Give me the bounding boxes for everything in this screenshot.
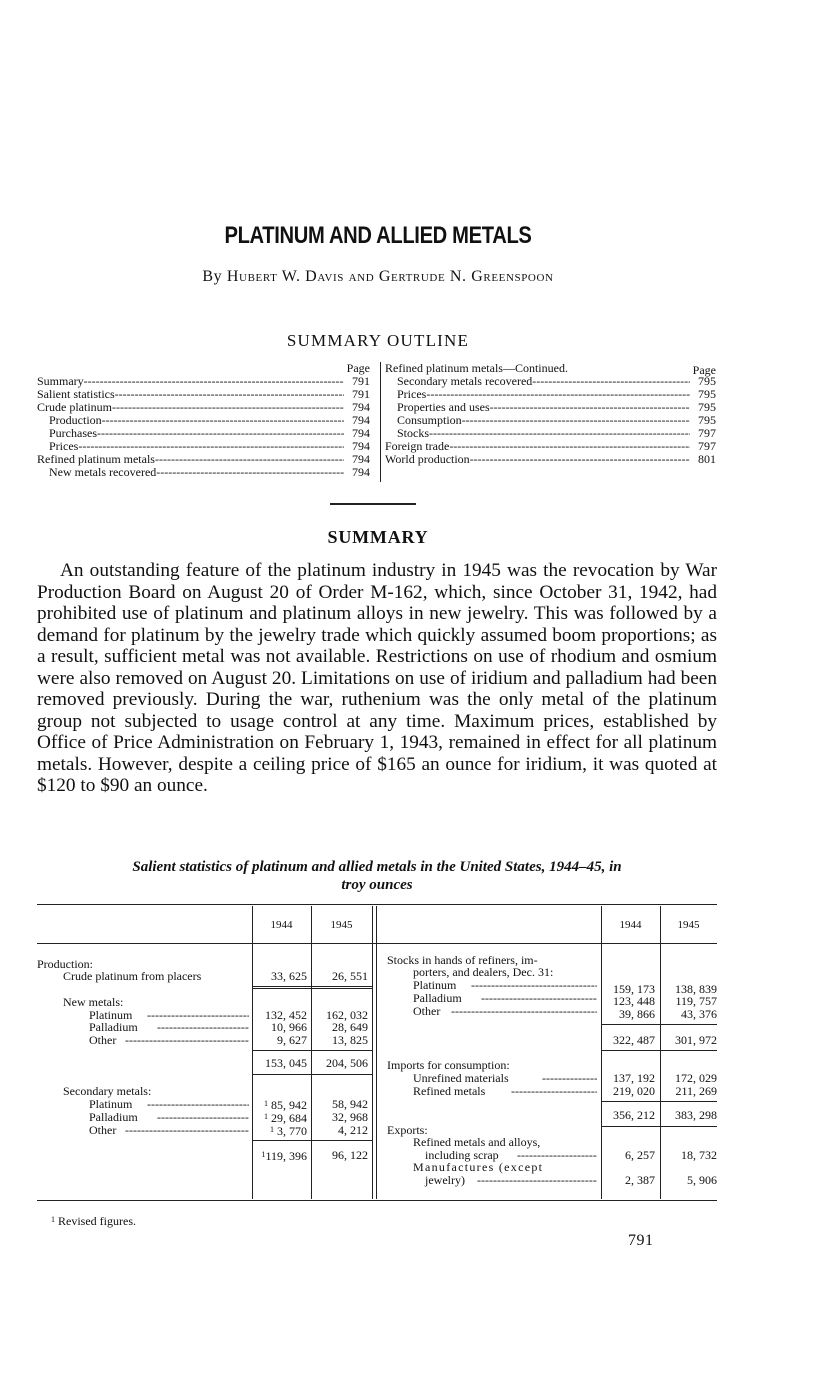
leader-dots xyxy=(449,440,690,453)
outline-entry-label: Stocks xyxy=(397,426,430,440)
outline-entry-label: Production xyxy=(49,413,102,427)
leader-dots xyxy=(155,453,344,466)
sum-rule xyxy=(252,1050,372,1051)
exports-label: Exports: xyxy=(387,1123,428,1137)
outline-entry xyxy=(37,427,370,440)
leader-dots xyxy=(542,1072,597,1085)
footnote-ref: 1 xyxy=(264,1112,268,1121)
outline-continued-label: Refined platinum metals—Continued. xyxy=(385,361,568,375)
footnote xyxy=(51,1214,136,1229)
new-total-1944: 153, 045 xyxy=(265,1056,307,1070)
imports-total-1945: 383, 298 xyxy=(675,1108,717,1122)
double-rule xyxy=(252,986,372,990)
new-other-1944: 9, 627 xyxy=(277,1033,307,1047)
leader-dots xyxy=(490,401,690,414)
stocks-palladium-1944: 123, 448 xyxy=(613,994,655,1008)
outline-entry-label: Refined platinum metals xyxy=(37,452,155,466)
outline-entry-label: Secondary metals recovered xyxy=(397,374,533,388)
outline-entry-label: Purchases xyxy=(49,426,97,440)
leader-dots xyxy=(125,1034,249,1047)
new-platinum-1944: 132, 452 xyxy=(265,1008,307,1022)
new-platinum-label: Platinum xyxy=(89,1008,133,1022)
new-platinum-1945: 162, 032 xyxy=(326,1008,368,1022)
leader-dots xyxy=(157,1111,249,1124)
outline-entry-label: Consumption xyxy=(397,413,462,427)
outline-entry-page: 794 xyxy=(352,452,370,466)
table-caption-line-2: troy ounces xyxy=(341,877,413,893)
outline-entry-page: 794 xyxy=(352,439,370,453)
outline-entry-page: 794 xyxy=(352,426,370,440)
new-metals-label: New metals: xyxy=(63,995,124,1009)
leader-dots xyxy=(112,401,344,414)
outline-entry-label: World production xyxy=(385,452,470,466)
leader-dots xyxy=(532,375,690,388)
outline-entry-label: Summary xyxy=(37,374,84,388)
sec-total-1945: 96, 122 xyxy=(332,1148,368,1162)
outline-entry xyxy=(385,453,716,466)
stocks-other-1944: 39, 866 xyxy=(619,1007,655,1021)
new-palladium-1945: 28, 649 xyxy=(332,1020,368,1034)
outline-entry-label: Crude platinum xyxy=(37,400,112,414)
sec-total-1944: $^1$119, 396 xyxy=(261,1149,307,1163)
leader-dots xyxy=(511,1085,597,1098)
stocks-platinum-1945: 138, 839 xyxy=(675,982,717,996)
new-other-label: Other xyxy=(89,1033,117,1047)
outline-entry xyxy=(385,375,716,388)
sum-rule xyxy=(252,1074,372,1075)
summary-paragraph: An outstanding feature of the platinum industry in 1945 was the revocation by War Production Board on August 20 of Order M-162, which, since October 31, 1942, had prohibited use of platinum and platinum alloys in new jewelry. This was followed by a demand for platinum by the jewelry trade which quickly assumed boom proportions; as a result, sufficient metal was not available. Restrictions on use of rhodium and osmium were also removed on August 20. Limitations on use of iridium and palladium had been removed previously. During the war, ruthenium was the only metal of the platinum group not subjected to usage control at any time. Maximum prices, established by Office of Price Administration on February 1, 1943, remained in effect for all platinum metals. However, despite a ceiling price of $165 an ounce for iridium, it was quoted at $120 to $90 an ounce. xyxy=(37,560,717,796)
outline-entry xyxy=(37,466,370,479)
leader-dots xyxy=(477,1174,597,1187)
outline-heading: SUMMARY OUTLINE xyxy=(286,331,470,350)
leader-dots xyxy=(451,1005,597,1018)
leader-dots xyxy=(471,979,597,992)
leader-dots xyxy=(115,388,344,401)
leader-dots xyxy=(147,1098,249,1111)
sec-other-label: Other xyxy=(89,1123,117,1137)
sec-platinum-1944: $^1$ 85, 942 xyxy=(264,1098,307,1112)
exports-refined-1944: 6, 257 xyxy=(625,1148,655,1162)
stocks-palladium-1945: 119, 757 xyxy=(675,994,717,1008)
imports-total-1944: 356, 212 xyxy=(613,1108,655,1122)
author-2: Gertrude N. Greenspoon xyxy=(378,268,554,285)
col-header-1945: 1945 xyxy=(330,919,353,931)
leader-dots xyxy=(157,1021,249,1034)
footnote-mark: 1 xyxy=(51,1215,55,1224)
outline-entry-page: 795 xyxy=(698,387,716,401)
exports-manufactures-1944: 2, 387 xyxy=(625,1173,655,1187)
new-total-1945: 204, 506 xyxy=(326,1056,368,1070)
outline-entry-label: Prices xyxy=(49,439,79,453)
crude-1945: 26, 551 xyxy=(332,969,368,983)
stocks-palladium-label: Palladium xyxy=(413,991,462,1005)
stocks-platinum-1944: 159, 173 xyxy=(613,982,655,996)
exports-refined-1945: 18, 732 xyxy=(681,1148,717,1162)
new-palladium-1944: 10, 966 xyxy=(271,1020,307,1034)
outline-entry-label: Properties and uses xyxy=(397,400,490,414)
crude-label: Crude platinum from placers xyxy=(63,969,202,983)
exports-manufactures-1945: 5, 906 xyxy=(687,1173,717,1187)
stocks-platinum-label: Platinum xyxy=(413,978,457,992)
outline-entry-page: 797 xyxy=(698,426,716,440)
sec-platinum-1945: 58, 942 xyxy=(332,1097,368,1111)
outline-entry-page: 801 xyxy=(698,452,716,466)
col-header-1944-right: 1944 xyxy=(619,919,642,931)
outline-entry-label: Prices xyxy=(397,387,427,401)
outline-entry-page: 794 xyxy=(352,465,370,479)
imports-unrefined-1944: 137, 192 xyxy=(613,1071,655,1085)
table-header-rule xyxy=(37,943,717,944)
outline-right-column xyxy=(380,362,716,482)
outline-entry-page: 795 xyxy=(698,400,716,414)
leader-dots xyxy=(84,375,344,388)
outline-entry-page: 795 xyxy=(698,413,716,427)
leader-dots xyxy=(481,992,597,1005)
page-title: PLATINUM AND ALLIED METALS xyxy=(224,222,532,249)
secondary-metals-label: Secondary metals: xyxy=(63,1084,152,1098)
sec-other-1944: $^1$ 3, 770 xyxy=(270,1124,307,1138)
author-1: Hubert W. Davis xyxy=(226,268,344,285)
sec-palladium-label: Palladium xyxy=(89,1110,138,1124)
stocks-other-1945: 43, 376 xyxy=(681,1007,717,1021)
sec-palladium-1944: $^1$ 29, 684 xyxy=(264,1111,307,1125)
outline-entry-page: 795 xyxy=(698,374,716,388)
table-caption xyxy=(37,858,717,894)
new-palladium-label: Palladium xyxy=(89,1020,138,1034)
stocks-label-1: Stocks in hands of refiners, im- xyxy=(387,953,538,967)
exports-refined-label-1: Refined metals and alloys, xyxy=(413,1135,541,1149)
sec-platinum-label: Platinum xyxy=(89,1097,133,1111)
exports-refined-label-2: including scrap xyxy=(425,1148,499,1162)
outline-entry-label: New metals recovered xyxy=(49,465,157,479)
footnote-text: Revised figures. xyxy=(58,1214,136,1228)
outline-entry-page: 794 xyxy=(352,400,370,414)
sec-other-1945: 4, 212 xyxy=(338,1123,368,1137)
imports-refined-1945: 211, 269 xyxy=(675,1084,717,1098)
sum-rule xyxy=(252,1140,372,1141)
table-caption-line-1: Salient statistics of platinum and allied metals in the United States, 1944–45, in xyxy=(132,859,622,875)
salient-statistics-table xyxy=(37,904,717,1202)
and-word: and xyxy=(348,268,375,285)
crude-1944: 33, 625 xyxy=(271,969,307,983)
outline-entry-page: 791 xyxy=(352,387,370,401)
table-top-rule xyxy=(37,904,717,905)
outline-entry-page: 791 xyxy=(352,374,370,388)
sum-rule xyxy=(601,1024,717,1025)
stocks-other-label: Other xyxy=(413,1004,441,1018)
col-header-1944: 1944 xyxy=(270,919,293,931)
imports-refined-1944: 219, 020 xyxy=(613,1084,655,1098)
authors-line xyxy=(0,268,756,286)
outline-entry-label: Salient statistics xyxy=(37,387,115,401)
imports-unrefined-1945: 172, 029 xyxy=(675,1071,717,1085)
outline-entry xyxy=(385,414,716,427)
leader-dots xyxy=(102,414,344,427)
sum-rule xyxy=(601,1101,717,1102)
outline-entry-label: Foreign trade xyxy=(385,439,450,453)
outline-entry-page: 797 xyxy=(698,439,716,453)
by-word: By xyxy=(202,268,223,285)
sum-rule xyxy=(601,1126,717,1127)
imports-unrefined-label: Unrefined materials xyxy=(413,1071,509,1085)
exports-manufactures-label-1: Manufactures (except xyxy=(413,1160,544,1174)
section-divider xyxy=(330,503,416,505)
outline-left-column xyxy=(37,362,370,479)
footnote-ref: 1 xyxy=(270,1125,274,1134)
outline-entry-page: 794 xyxy=(352,413,370,427)
new-other-1945: 13, 825 xyxy=(332,1033,368,1047)
stocks-total-1944: 322, 487 xyxy=(613,1033,655,1047)
footnote-ref: 1 xyxy=(261,1150,266,1159)
stocks-total-1945: 301, 972 xyxy=(675,1033,717,1047)
summary-heading: SUMMARY xyxy=(327,527,429,547)
footnote-ref: 1 xyxy=(264,1099,268,1108)
center-double-rule xyxy=(372,906,377,1199)
leader-dots xyxy=(147,1009,249,1022)
outline-page-label-right: Page xyxy=(692,363,716,377)
sum-rule xyxy=(601,1050,717,1051)
stocks-label-2: porters, and dealers, Dec. 31: xyxy=(413,965,554,979)
leader-dots xyxy=(125,1124,249,1137)
leader-dots xyxy=(462,414,690,427)
imports-refined-label: Refined metals xyxy=(413,1084,486,1098)
table-bottom-rule xyxy=(37,1200,717,1201)
leader-dots xyxy=(470,453,690,466)
imports-label: Imports for consumption: xyxy=(387,1058,510,1072)
leader-dots xyxy=(156,466,344,479)
production-label: Production: xyxy=(37,957,93,971)
page-number: 791 xyxy=(628,1232,654,1249)
leader-dots xyxy=(429,427,690,440)
col-header-1945-right: 1945 xyxy=(677,919,700,931)
sec-palladium-1945: 32, 968 xyxy=(332,1110,368,1124)
exports-manufactures-label-2: jewelry) xyxy=(425,1173,465,1187)
leader-dots xyxy=(97,427,344,440)
outline-page-label: Page xyxy=(346,361,370,375)
